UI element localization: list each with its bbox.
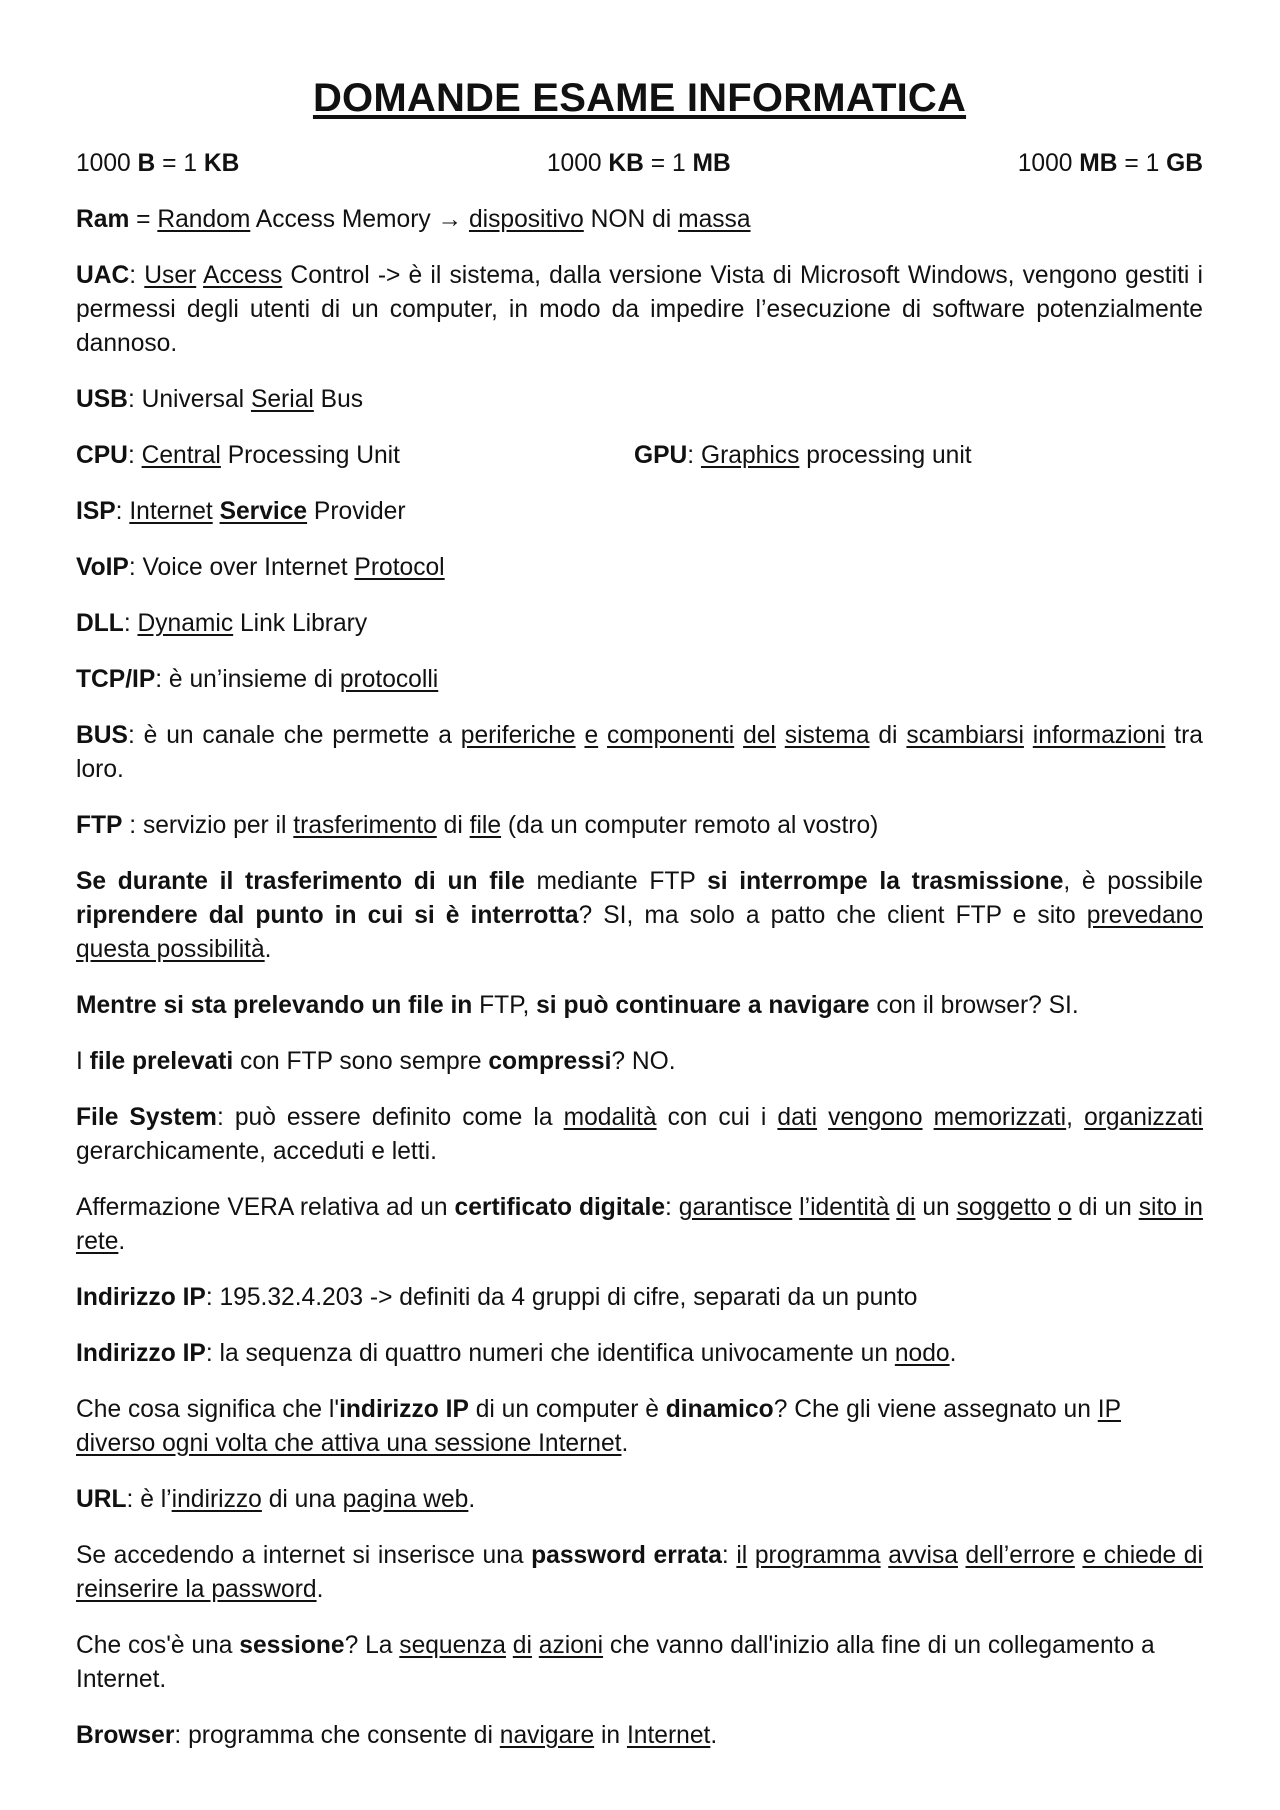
question-ftp-resume: Se durante il trasferimento di un file mediante FTP si interrompe la trasmissione, è possibile riprendere dal punto in cui si è interrotta? SI, ma solo a patto che client FTP e sito prevedano questa possibilità. [76,868,1204,963]
definition-dll: DLL: Dynamic Link Library [76,610,368,637]
definition-ram: Ram = Random Access Memory → dispositivo NON di massa [76,206,751,233]
definition-uac: UAC: User Access Control -> è il sistema, dalla versione Vista di Microsoft Windows, vengono gestiti i permessi degli utenti di un computer, in modo da impedire l’esecuzione di software potenzialmente dannoso. [76,262,1203,357]
definition-ip-address-1: Indirizzo IP: 195.32.4.203 -> definiti da 4 gruppi di cifre, separati da un punto [76,1284,918,1311]
page-title: DOMANDE ESAME INFORMATICA [312,76,967,120]
definition-browser: Browser: programma che consente di navigare in Internet. [76,1722,718,1749]
question-dynamic-ip: Che cosa significa che l'indirizzo IP di un computer è dinamico? Che gli viene assegnato un IP diverso ogni volta che attiva una sessione Internet. [76,1396,1121,1457]
definition-ip-address-2: Indirizzo IP: la sequenza di quattro numeri che identifica univocamente un nodo. [76,1340,957,1367]
definition-isp: ISP: Internet Service Provider [76,498,406,525]
question-wrong-password: Se accedendo a internet si inserisce una password errata: il programma avvisa dell’errore e chiede di reinserire la password. [76,1542,1203,1603]
conversion-mb-gb: 1000 MB = 1 GB [1017,150,1203,177]
question-ftp-browse: Mentre si sta prelevando un file in FTP, si può continuare a navigare con il browser? SI. [76,992,1079,1019]
definition-cpu: CPU: Central Processing Unit [76,442,400,469]
unit-conversions [76,147,1203,181]
definition-ftp: FTP : servizio per il trasferimento di file (da un computer remoto al vostro) [76,812,879,839]
question-digital-certificate: Affermazione VERA relativa ad un certificato digitale: garantisce l’identità di un soggetto o di un sito in rete. [76,1194,1203,1255]
definition-bus: BUS: è un canale che permette a periferiche e componenti del sistema di scambiarsi informazioni tra loro. [76,722,1203,783]
definition-gpu: GPU: Graphics processing unit [634,442,972,469]
definition-cpu-gpu [76,439,1203,473]
definition-tcpip: TCP/IP: è un’insieme di protocolli [76,666,439,693]
definition-voip: VoIP: Voice over Internet Protocol [76,554,445,581]
definition-usb: USB: Universal Serial Bus [76,386,364,413]
question-ftp-compressed: I file prelevati con FTP sono sempre compressi? NO. [76,1048,676,1075]
question-session: Che cos'è una sessione? La sequenza di azioni che vanno dall'inizio alla fine di un collegamento a Internet. [76,1632,1155,1693]
definition-file-system: File System: può essere definito come la modalità con cui i dati vengono memorizzati, organizzati gerarchicamente, acceduti e letti. [76,1104,1203,1165]
conversion-kb-mb: 1000 KB = 1 MB [546,150,731,177]
conversion-b-kb: 1000 B = 1 KB [76,150,240,177]
definition-url: URL: è l’indirizzo di una pagina web. [76,1486,476,1513]
